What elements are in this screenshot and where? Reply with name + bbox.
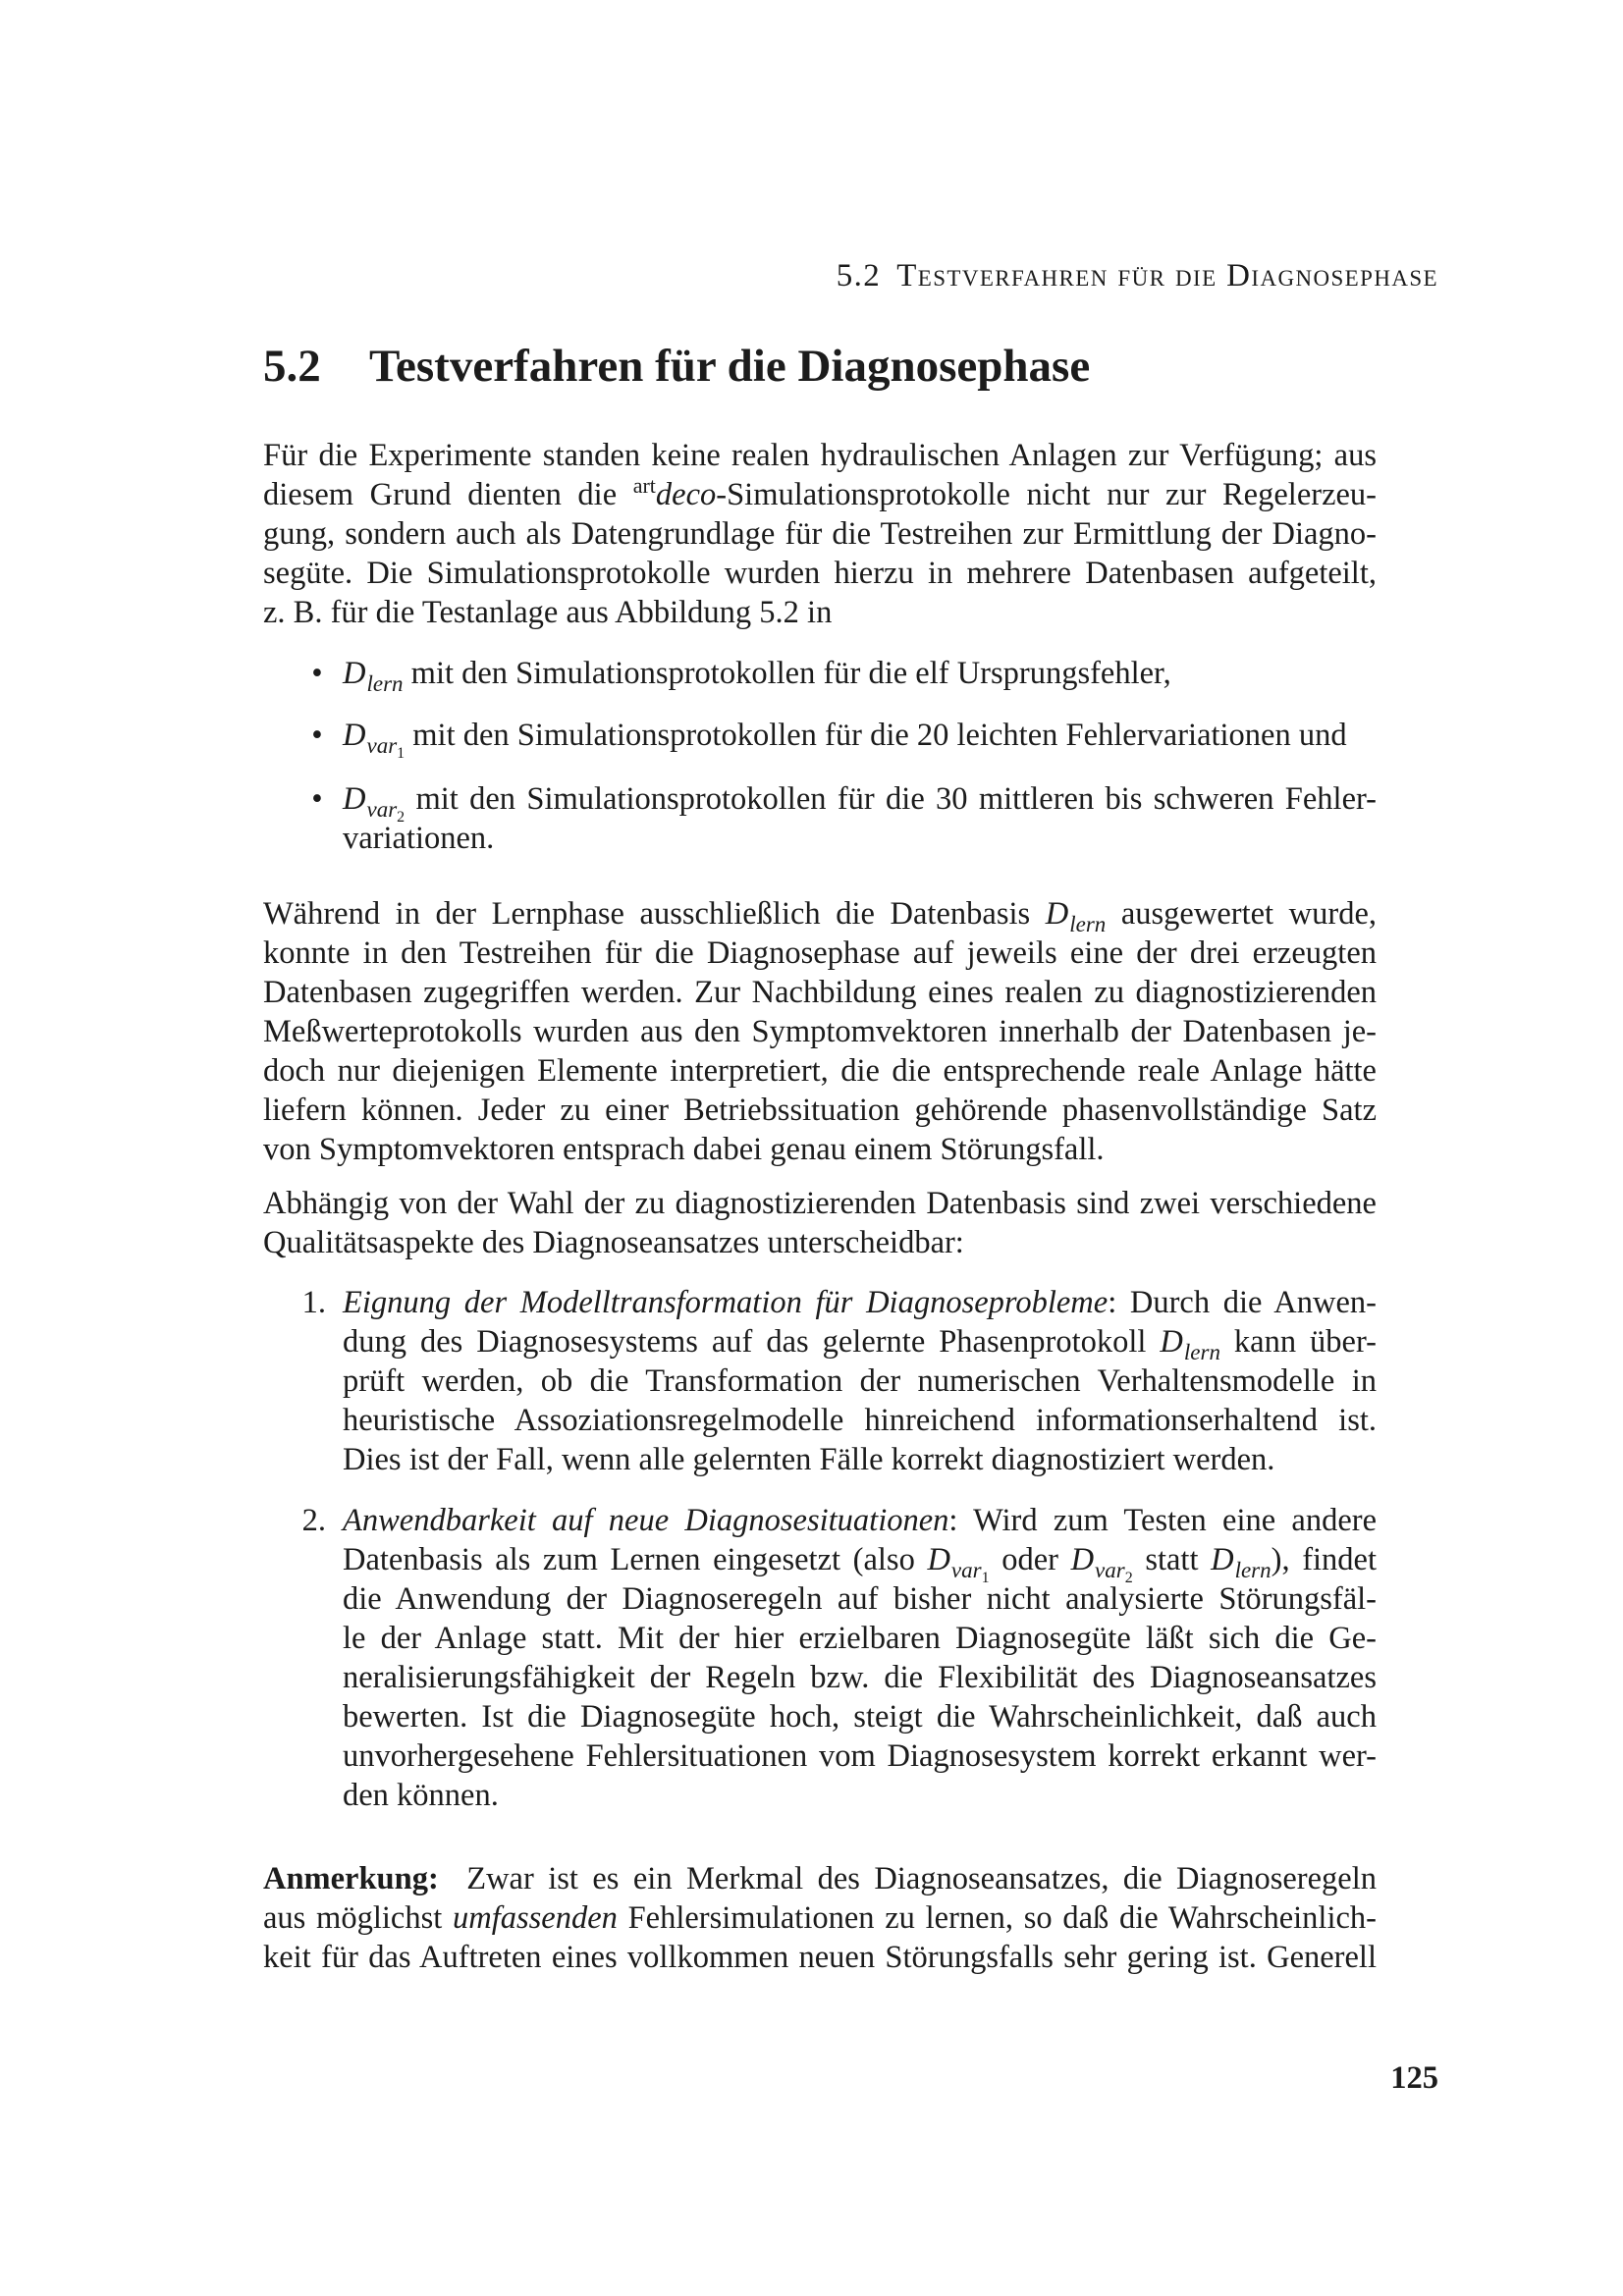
paragraph-line: konnte in den Testreihen für die Diagnosephase auf jeweils eine der drei erzeugten xyxy=(263,935,1377,971)
list-item-line xyxy=(343,716,1377,762)
enum-marker: 2. xyxy=(301,1503,326,1538)
paragraph-line: Für die Experimente standen keine realen hydraulischen Anlagen zur Verfügung; aus xyxy=(263,438,1377,473)
paragraph-line: Datenbasen zugegriffen werden. Zur Nachbildung eines realen zu diagnostizierenden xyxy=(263,975,1377,1010)
italic-text: deco xyxy=(655,477,717,512)
math-symbol: D xyxy=(343,656,366,691)
list-item-line: bewerten. Ist die Diagnosegüte hoch, steigt die Wahrscheinlichkeit, daß auch xyxy=(343,1699,1377,1735)
paragraph-line: liefern können. Jeder zu einer Betriebssituation gehörende phasenvollständige Satz xyxy=(263,1093,1377,1128)
enum-item-title: Anwendbarkeit auf neue Diagnosesituationen xyxy=(343,1503,949,1538)
paragraph-line xyxy=(263,1898,1377,1938)
paragraph-line: doch nur diejenigen Elemente interpretiert, die die entsprechende reale Anlage hätte xyxy=(263,1053,1377,1089)
text-segment: Fehlersimulationen zu lernen, so daß die Wahrscheinlich- xyxy=(617,1900,1377,1936)
list-item-line xyxy=(343,1322,1377,1362)
math-subscript: lern xyxy=(1183,1340,1220,1364)
enum-item-title: Eignung der Modelltransformation für Diagnoseprobleme xyxy=(343,1285,1109,1320)
text-segment: diesem Grund dienten die xyxy=(263,477,633,512)
paragraph-line: gung, sondern auch als Datengrundlage für die Testreihen zur Ermittlung der Diagno- xyxy=(263,516,1377,552)
math-subscript: var xyxy=(1095,1558,1125,1582)
list-item-line: heuristische Assoziationsregelmodelle hinreichend informationserhaltend ist. xyxy=(343,1403,1377,1438)
enum-item-2 xyxy=(343,1501,1377,1815)
paragraph-line: von Symptomvektoren entsprach dabei genau einem Störungsfall. xyxy=(263,1132,1105,1167)
enum-item-1 xyxy=(343,1283,1377,1479)
math-symbol: D xyxy=(1070,1542,1095,1577)
text-segment: mit den Simulationsprotokollen für die elf Ursprungsfehler, xyxy=(403,656,1171,691)
italic-text: umfassenden xyxy=(452,1900,618,1936)
math-symbol: D xyxy=(343,781,366,817)
paragraph-line xyxy=(263,1859,1377,1898)
math-subscript-index: 1 xyxy=(981,1570,990,1586)
section-title: Testverfahren für die Diagnosephase xyxy=(369,341,1091,392)
math-subscript: var xyxy=(366,797,398,822)
list-item-line: prüft werden, ob die Transformation der numerischen Verhaltensmodelle in xyxy=(343,1363,1377,1399)
text-segment: mit den Simulationsprotokollen für die 30 mittleren bis schweren Fehler- xyxy=(405,781,1377,817)
list-item-line xyxy=(343,654,1377,696)
text-segment: ausgewertet wurde, xyxy=(1106,896,1377,932)
text-segment: -Simulationsprotokolle nicht nur zur Regelerzeu- xyxy=(716,477,1377,512)
text-segment: aus möglichst xyxy=(263,1900,453,1936)
running-header xyxy=(837,256,1438,295)
text-segment: Während in der Lernphase ausschließlich die Datenbasis xyxy=(263,896,1046,932)
text-segment: ), findet xyxy=(1271,1542,1378,1577)
paragraph-line xyxy=(263,475,1377,514)
paragraph-line: Abhängig von der Wahl der zu diagnostizierenden Datenbasis sind zwei verschiedene xyxy=(263,1186,1377,1221)
superscript-text: art xyxy=(632,473,656,498)
list-item-line xyxy=(343,1540,1378,1586)
list-item-line xyxy=(343,779,1377,826)
text-segment: : Durch die Anwen- xyxy=(1108,1285,1377,1320)
paragraph-line: z. B. für die Testanlage aus Abbildung 5.2 in xyxy=(263,595,833,630)
list-item-line: unvorhergesehene Fehlersituationen vom Diagnosesystem korrekt erkannt wer- xyxy=(343,1738,1377,1774)
paragraph-line: Meßwerteprotokolls wurden aus den Symptomvektoren innerhalb der Datenbasen je- xyxy=(263,1014,1377,1049)
bullet-marker: • xyxy=(311,718,323,753)
bullet-item-1 xyxy=(343,654,1377,696)
math-subscript-index: 1 xyxy=(397,745,406,762)
paragraph-line xyxy=(263,894,1377,934)
running-header-title: Testverfahren für die Diagnosephase xyxy=(896,258,1438,294)
running-header-number: 5.2 xyxy=(836,258,882,294)
text-segment: statt xyxy=(1132,1542,1212,1577)
paragraph-2 xyxy=(263,894,1377,1169)
enum-marker: 1. xyxy=(301,1285,326,1320)
math-symbol: D xyxy=(1160,1324,1183,1360)
list-item-line: variationen. xyxy=(343,821,495,856)
math-symbol: D xyxy=(343,718,366,753)
text-segment: : Wird zum Testen eine andere xyxy=(948,1503,1378,1538)
text-segment: Zwar ist es ein Merkmal des Diagnoseansatzes, die Diagnoseregeln xyxy=(466,1861,1378,1896)
math-subscript: var xyxy=(950,1558,982,1582)
paragraph-line: Qualitätsaspekte des Diagnoseansatzes unterscheidbar: xyxy=(263,1225,964,1260)
text-segment: kann über- xyxy=(1219,1324,1377,1360)
list-item-line: le der Anlage statt. Mit der hier erzielbaren Diagnosegüte läßt sich die Ge- xyxy=(343,1621,1377,1656)
bullet-marker: • xyxy=(311,656,323,691)
section-number: 5.2 xyxy=(263,341,321,392)
text-segment: Datenbasis als zum Lernen eingesetzt (also xyxy=(343,1542,928,1577)
remark-label: Anmerkung: xyxy=(263,1861,439,1896)
text-segment: mit den Simulationsprotokollen für die 20 leichten Fehlervariationen und xyxy=(405,718,1347,753)
page-number: 125 xyxy=(1390,2060,1438,2096)
math-subscript: lern xyxy=(1234,1558,1271,1582)
list-item-line: Dies ist der Fall, wenn alle gelernten Fälle korrekt diagnostiziert werden. xyxy=(343,1442,1275,1477)
math-symbol: D xyxy=(927,1542,950,1577)
math-subscript-index: 2 xyxy=(397,809,406,826)
list-item-line xyxy=(343,1501,1377,1540)
bullet-item-3 xyxy=(343,779,1377,858)
math-symbol: D xyxy=(1045,896,1069,932)
paragraph-line: keit für das Auftreten eines vollkommen neuen Störungsfalls sehr gering ist. Generell xyxy=(263,1940,1377,1975)
math-subscript-index: 2 xyxy=(1124,1570,1133,1586)
remark-paragraph xyxy=(263,1859,1377,1977)
list-item-line: die Anwendung der Diagnoseregeln auf bisher nicht analysierte Störungsfäl- xyxy=(343,1581,1377,1617)
paragraph-3 xyxy=(263,1184,1377,1262)
math-symbol: D xyxy=(1211,1542,1234,1577)
text-segment: oder xyxy=(989,1542,1071,1577)
math-subscript: var xyxy=(366,733,398,758)
list-item-line: den können. xyxy=(343,1778,499,1813)
list-item-line xyxy=(343,1283,1377,1322)
text-segment: dung des Diagnosesystems auf das gelernte Phasenprotokoll xyxy=(343,1324,1161,1360)
math-subscript: lern xyxy=(1069,912,1107,936)
paragraph-1 xyxy=(263,436,1377,632)
bullet-marker: • xyxy=(311,781,323,817)
math-subscript: lern xyxy=(366,671,404,696)
paragraph-line: següte. Die Simulationsprotokolle wurden hierzu in mehrere Datenbasen aufgeteilt, xyxy=(263,556,1377,591)
bullet-item-2 xyxy=(343,716,1377,762)
list-item-line: neralisierungsfähigkeit der Regeln bzw. die Flexibilität des Diagnoseansatzes xyxy=(343,1660,1377,1695)
